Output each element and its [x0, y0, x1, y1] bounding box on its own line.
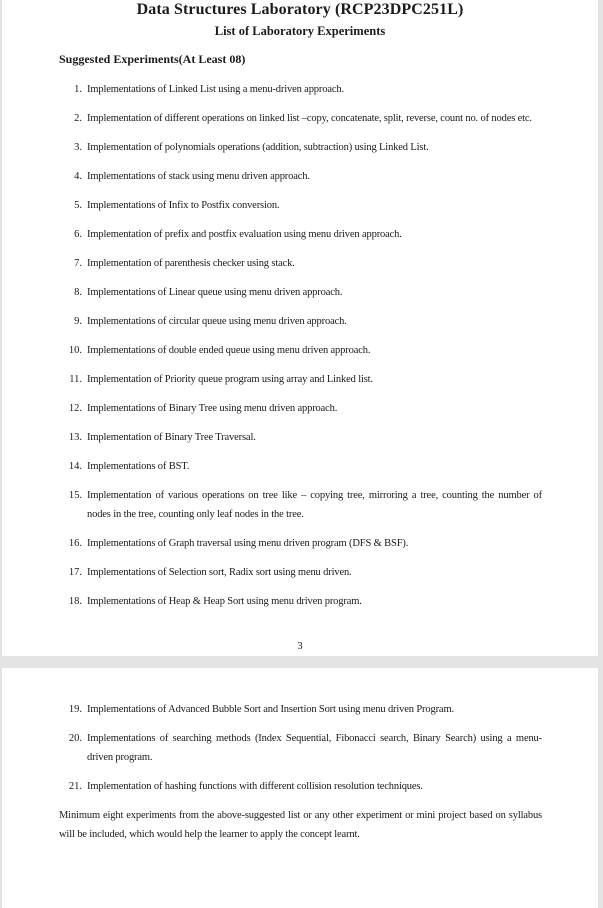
document-page-1	[2, 0, 598, 656]
page-title: Data Structures Laboratory (RCP23DPC251L)	[136, 1, 464, 18]
experiment-number: 12.	[68, 403, 82, 414]
experiment-item	[66, 534, 542, 553]
experiment-text: Implementations of circular queue using menu driven approach.	[87, 316, 347, 327]
experiment-item	[66, 138, 542, 157]
experiment-text: Implementations of Binary Tree using menu driven approach.	[87, 403, 338, 414]
experiment-number: 20.	[68, 733, 82, 744]
experiment-text: Implementations of searching methods (Index Sequential, Fibonacci search, Binary Search) using a menu-driven program.	[87, 733, 542, 763]
experiment-text: Implementations of Heap & Heap Sort using menu driven program.	[87, 596, 362, 607]
experiment-item	[66, 167, 542, 186]
experiment-item	[66, 729, 542, 767]
experiment-text: Implementations of double ended queue using menu driven approach.	[87, 345, 371, 356]
experiment-number: 16.	[68, 538, 82, 549]
experiment-number: 21.	[68, 781, 82, 792]
experiment-text: Implementations of Linear queue using menu driven approach.	[87, 287, 343, 298]
experiment-text: Implementation of prefix and postfix evaluation using menu driven approach.	[87, 229, 402, 240]
experiment-number: 17.	[68, 567, 82, 578]
experiment-text: Implementations of Graph traversal using menu driven program (DFS & BSF).	[87, 538, 409, 549]
experiment-number: 11.	[69, 374, 82, 385]
experiment-item	[66, 341, 542, 360]
page-number: 3	[297, 641, 303, 652]
experiment-item	[66, 254, 542, 273]
experiments-list-page2	[66, 700, 542, 796]
experiment-item	[66, 370, 542, 389]
experiment-number: 18.	[68, 596, 82, 607]
experiment-number: 2.	[74, 113, 82, 124]
document-page-2	[2, 668, 598, 908]
experiment-item	[66, 486, 542, 524]
experiment-text: Implementation of Priority queue program using array and Linked list.	[87, 374, 373, 385]
experiment-text: Implementation of different operations on linked list –copy, concatenate, split, reverse, count no. of nodes etc.	[87, 113, 532, 124]
experiment-number: 14.	[68, 461, 82, 472]
experiment-text: Implementation of hashing functions with different collision resolution techniques.	[87, 781, 423, 792]
experiment-text: Implementation of parenthesis checker using stack.	[87, 258, 295, 269]
experiment-item	[66, 700, 542, 719]
experiment-text: Implementation of Binary Tree Traversal.	[87, 432, 256, 443]
experiment-text: Implementation of polynomials operations (addition, subtraction) using Linked List.	[87, 142, 429, 153]
experiment-item	[66, 777, 542, 796]
page-subtitle: List of Laboratory Experiments	[214, 24, 386, 38]
experiment-item	[66, 428, 542, 447]
experiment-number: 4.	[74, 171, 82, 182]
experiment-number: 1.	[74, 84, 82, 95]
experiment-number: 15.	[68, 490, 82, 501]
experiment-text: Implementations of stack using menu driven approach.	[87, 171, 310, 182]
experiment-item	[66, 283, 542, 302]
experiments-list-page1	[66, 80, 542, 611]
experiment-number: 7.	[74, 258, 82, 269]
experiment-number: 10.	[68, 345, 82, 356]
experiment-item	[66, 312, 542, 331]
experiment-item	[66, 196, 542, 215]
experiment-number: 9.	[74, 316, 82, 327]
experiment-number: 13.	[68, 432, 82, 443]
experiment-number: 5.	[74, 200, 82, 211]
minimum-experiments-note: Minimum eight experiments from the above-suggested list or any other experiment or mini project based on syllabus will be included, which would help the learner to apply the concept learnt.	[59, 810, 542, 840]
experiment-text: Implementations of Infix to Postfix conversion.	[87, 200, 280, 211]
experiment-item	[66, 399, 542, 418]
experiment-text: Implementations of Linked List using a menu-driven approach.	[87, 84, 344, 95]
experiment-item	[66, 225, 542, 244]
experiment-number: 8.	[74, 287, 82, 298]
experiment-text: Implementation of various operations on tree like – copying tree, mirroring a tree, counting the number of nodes in the tree, counting only leaf nodes in the tree.	[87, 490, 542, 520]
experiment-text: Implementations of Selection sort, Radix sort using menu driven.	[87, 567, 352, 578]
experiment-item	[66, 563, 542, 582]
experiment-number: 6.	[74, 229, 82, 240]
experiment-number: 19.	[68, 704, 82, 715]
experiment-text: Implementations of BST.	[87, 461, 190, 472]
experiment-number: 3.	[74, 142, 82, 153]
experiment-item	[66, 109, 542, 128]
experiment-item	[66, 80, 542, 99]
section-heading: Suggested Experiments(At Least 08)	[59, 52, 246, 66]
experiment-item	[66, 457, 542, 476]
experiment-text: Implementations of Advanced Bubble Sort and Insertion Sort using menu driven Program.	[87, 704, 454, 715]
experiment-item	[66, 592, 542, 611]
